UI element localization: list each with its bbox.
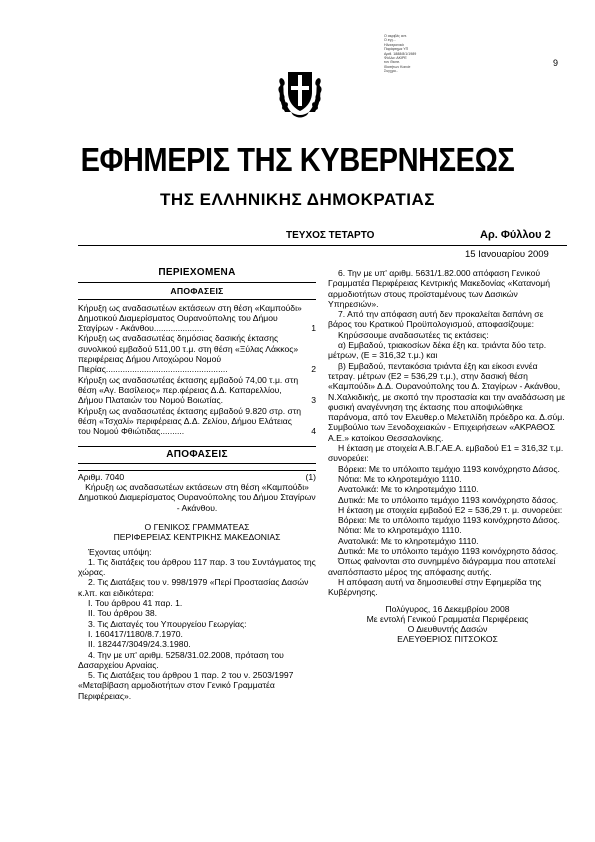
- area1-border: Δυτικά: Με το υπόλοιπο τεμάχιο 1193 κοινόχρηστο δάσος.: [338, 494, 559, 505]
- area2-border: Νότια: Με το κληροτεμάχιο 1110.: [338, 525, 462, 536]
- paragraph: 4. Την με υπ' αριθμ. 5258/31.02.2008, πρόταση του Δασαρχείου Αρναίας.: [78, 649, 284, 670]
- paragraph: II. Του άρθρου 38.: [88, 608, 158, 619]
- area1-border: Ανατολικά: Με το κληροτεμάχιο 1110.: [338, 484, 479, 495]
- toc-entry-number: 4: [311, 426, 316, 437]
- gazette-title: ΕΦΗΜΕΡΙΣ ΤΗΣ ΚΥΒΕΡΝΗΣΕΩΣ: [80, 141, 515, 178]
- toc-entry[interactable]: [78, 375, 316, 406]
- issue-date: 15 Ιανουαρίου 2009: [465, 249, 549, 260]
- paragraph: I. 160417/1180/8.7.1970.: [88, 628, 183, 639]
- header-divider: [78, 245, 567, 246]
- stamp-line: Συγχρο..: [384, 69, 398, 74]
- paragraph: 1. Τις διατάξεις του άρθρου 117 παρ. 3 του Συντάγματος της χώρας.: [78, 556, 316, 578]
- stamp-line: Παράρτημα ΥΠ: [384, 47, 409, 52]
- signature-place-date: Πολύγυρος, 16 Δεκεμβρίου 2008: [385, 603, 510, 614]
- paragraph: 6. Την με υπ' αριθμ. 5631/1.82.000 απόφαση Γενικού Γραμματέα Περιφέρειας Κεντρικής Μακεδονίας «Κατανομή αρμοδιοτήτων στους προϊσταμένους των Δασικών Υπηρεσιών».: [328, 268, 551, 309]
- toc-entry-text: Κήρυξη ως αναδασωτέας δημόσιας δασικής έκτασης συνολικού εμβαδού 511,00 τ.μ. στη θέση «Ξύλας Λάκκος» περιφέρειας Δήμου Λιτοχώρου Νομού Πιερίας...................................................: [78, 333, 299, 375]
- left-column: [78, 268, 316, 701]
- paragraph: α) Εμβαδού, τριακοσίων δέκα έξη κα. τριάντα δύο τετρ. μέτρων, (Ε = 316,32 τ.μ.) και: [328, 340, 547, 361]
- paragraph: β) Εμβαδού, πεντακόσια τριάντα έξη και είκοσι εννέα τετραγ. μέτρων (Ε2 = 536,29 τ.μ.), στην δασική θέση «Καμπούδι» Δ.Δ. Ουρανούπολης του Δ. Σταγίρων - Ακάνθου, Ν.Χαλκιδικής, με σκοπό την προστασία και την αναδάσωση με φυσική αναγέννηση της έκτασης που αποψιλώθηκε παράνομα, από τον Ελευθερ.ο Μελετιλίδη πρόεδρο κα. Δ.σύμ. Συμβούλιο των Ξενοδοχειακών - Επιχειρήσεων «ΑΚΡΑΘΟΣ Α.Ε.» κατοίκου Θεσσαλονίκης.: [328, 360, 566, 443]
- decision-subject: Κήρυξη ως αναδασωτέων εκτάσεων στη θέση «Καμπούδι» Δημοτικού Διαμερίσματος Ουρανούπολης του Δήμου Σταγίρων - Ακάνθου.: [78, 482, 316, 513]
- area2-border: Δυτικά: Με το υπόλοιπο τεμάχιο 1193 κοινόχρηστο δάσος.: [338, 546, 559, 557]
- paragraph: 2. Τις Διατάξεις του ν. 998/1979 «Περί Προστασίας Δασών κ.λπ. και ειδικότερα:: [78, 577, 309, 598]
- toc-entry[interactable]: [78, 333, 316, 374]
- stamp-line: Αριθ. 1888/8/1/1989: [384, 51, 417, 56]
- contents-subheading: ΑΠΟΦΑΣΕΙΣ: [78, 282, 316, 299]
- signature-name: ΕΛΕΥΘΕΡΙΟΣ ΠΙΤΣΟΚΟΣ: [397, 634, 498, 645]
- greek-coat-of-arms-icon: [277, 62, 323, 120]
- stamp-line: Ο ακριβές αντ.: [384, 34, 408, 38]
- paragraph: Κηρύσσουμε αναδασωτέες τις εκτάσεις:: [338, 329, 489, 340]
- area1-border: Νότια: Με το κληροτεμάχιο 1110.: [338, 473, 462, 484]
- stamp-line: Ο εγγ...: [384, 38, 396, 43]
- closing-paragraph: Όπως φαίνονται στο συνημμένο διάγραμμα που αποτελεί αναπόσπαστο μέρος της απόφασης αυτής.: [328, 556, 556, 577]
- toc-entry-text: Κήρυξη ως αναδασωτέας έκτασης εμβαδού 9.820 στρ. στη θέση «Τσχαλί» περιφέρειας Δ.Δ. Ζελίου, Δήμου Ελάτειας του Νομού Φθιώτιδας..........: [78, 405, 302, 437]
- area2-intro: Η έκταση με στοιχεία εμβαδού Ε2 = 536,29 τ. μ. συνορεύει:: [338, 504, 563, 515]
- issue-label: ΤΕΥΧΟΣ ΤΕΤΑΡΤΟ: [286, 230, 375, 241]
- stamp-line: Φύλλα: ΑΚΙΡΕ: [384, 56, 407, 61]
- paragraph: I. Του άρθρου 41 παρ. 1.: [88, 598, 183, 609]
- decision-reference: [78, 470, 316, 482]
- authentication-stamp: [384, 34, 454, 74]
- page-number: 9: [553, 58, 559, 68]
- stamp-line: Ιδιοτήτων Κοινότ: [384, 64, 411, 69]
- toc-entry-text: Κήρυξη ως αναδασωτέων εκτάσεων στη θέση «Καμπούδι» Δημοτικού Διαμερίσματος Ουρανούπολης του Δήμου Σταγίρων - Ακάνθου.....................: [78, 302, 302, 334]
- authority-title: Ο ΓΕΝΙΚΟΣ ΓΡΑΜΜΑΤΕΑΣ: [144, 521, 250, 532]
- paragraph: II. 182447/3049/24.3.1980.: [88, 639, 191, 650]
- decisions-heading: ΑΠΟΦΑΣΕΙΣ: [78, 446, 316, 463]
- toc-entry-text: Κήρυξη ως αναδασωτέας έκτασης εμβαδού 74,00 τ.μ. στη θέση «Αγ. Βασίλειος» περ.φέρειας Δ.Δ. Καπαρελλίου, Δήμου Πλαταιών του Νομού Βοιωτίας.: [78, 374, 299, 406]
- toc-entry[interactable]: [78, 303, 316, 334]
- stamp-line: Ηλεκτρονικά: [384, 42, 404, 47]
- toc-entry[interactable]: [78, 406, 316, 437]
- toc-entry-number: 1: [311, 323, 316, 334]
- paragraph: 7. Από την απόφαση αυτή δεν προκαλείται δαπάνη σε βάρος του Κρατικού Προϋπολογισμού, αποφασίζουμε:: [328, 309, 544, 330]
- authority-region: ΠΕΡΙΦΕΡΕΙΑΣ ΚΕΝΤΡΙΚΗΣ ΜΑΚΕΔΟΝΙΑΣ: [113, 532, 281, 543]
- signature-authority: Με εντολή Γενικού Γραμματέα Περιφέρειας: [366, 613, 529, 624]
- sheet-number: Αρ. Φύλλου 2: [480, 229, 551, 241]
- gazette-subtitle: ΤΗΣ ΕΛΛΗΝΙΚΗΣ ΔΗΜΟΚΡΑΤΙΑΣ: [160, 190, 435, 209]
- decision-number: Αριθμ. 7040: [78, 471, 125, 482]
- paragraph: 5. Τις Διατάξεις του άρθρου 1 παρ. 2 του ν. 2503/1997 «Μεταβίβαση αρμοδιοτήτων στον Γενικό Γραμματέα Περιφέρειας».: [78, 670, 294, 701]
- contents-heading: ΠΕΡΙΕΧΟΜΕΝΑ: [158, 267, 236, 278]
- paragraph: Έχοντας υπόψη:: [88, 546, 152, 557]
- toc-entry-number: 3: [311, 395, 316, 406]
- right-column: [328, 268, 567, 645]
- area2-border: Βόρεια: Με το υπόλοιπο τεμάχιο 1193 κοινόχρηστο Δάσος.: [338, 515, 560, 526]
- paragraph: 3. Τις Διαταγές του Υπουργείου Γεωργίας:: [88, 618, 247, 629]
- area1-intro: Η έκταση με στοιχεία Α.Β.Γ.ΑΕ.Α. εμβαδού Ε1 = 316,32 τ.μ. συνορεύει:: [328, 443, 564, 464]
- toc-entry-number: 2: [311, 364, 316, 375]
- signature-role: Ο Διευθυντής Δασών: [407, 624, 488, 635]
- area2-border: Ανατολικά: Με το κληροτεμάχιο 1110.: [338, 535, 479, 546]
- area1-border: Βόρεια: Με το υπόλοιπο τεμάχιο 1193 κοινόχρηστο Δάσος.: [338, 463, 560, 474]
- stamp-line: τον Θεσσ.: [384, 60, 400, 65]
- decision-index: (1): [305, 471, 316, 482]
- closing-paragraph: Η απόφαση αυτή να δημοσιευθεί στην Εφημερίδα της Κυβέρνησης.: [328, 576, 542, 598]
